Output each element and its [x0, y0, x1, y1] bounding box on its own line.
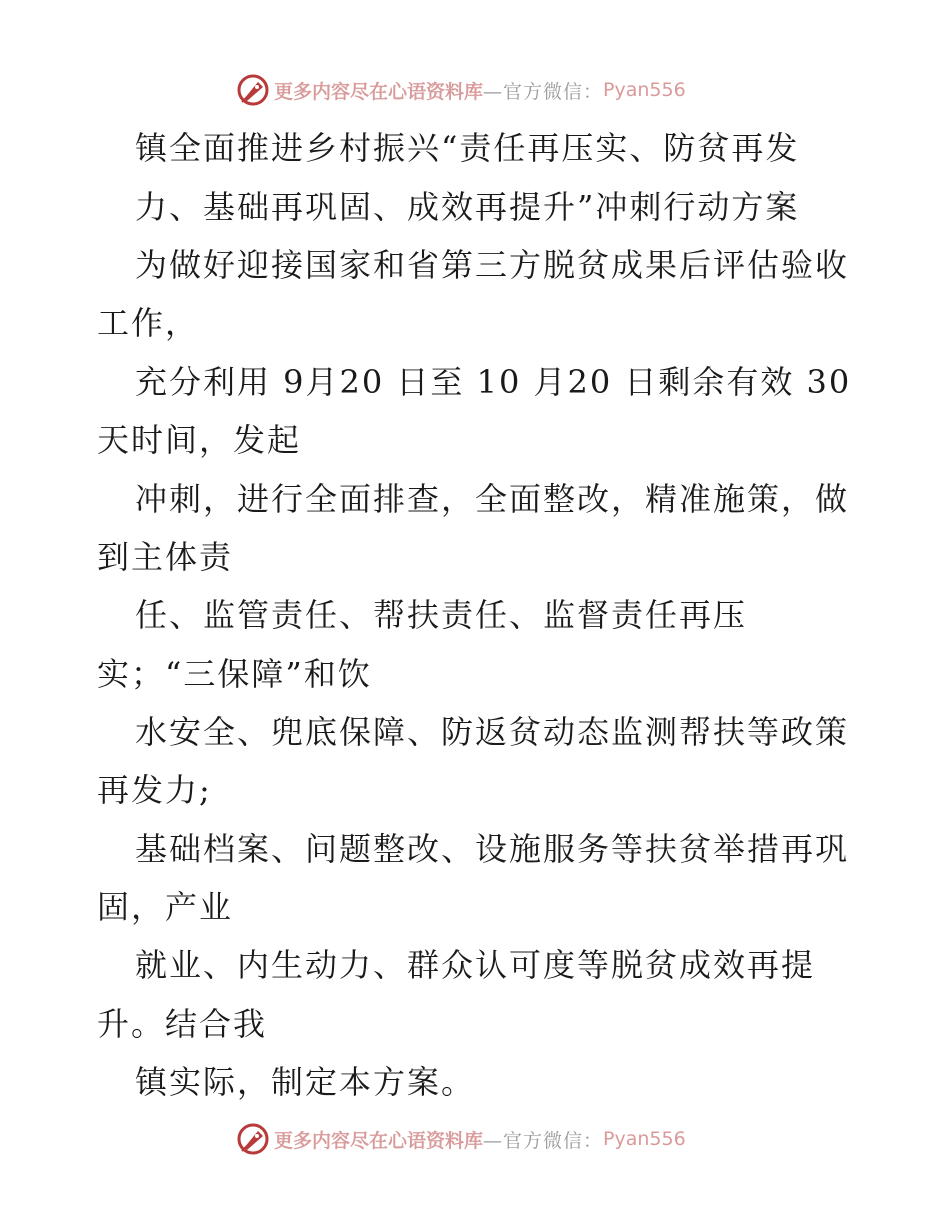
document-line: 镇实际，制定本方案。	[135, 1063, 476, 1101]
header-watermark	[236, 73, 686, 107]
document-line: 镇全面推进乡村振兴“责任再压实、防贫再发	[135, 129, 800, 167]
footer-watermark	[236, 1122, 686, 1156]
watermark-wechat-id: Pyan556	[603, 79, 686, 101]
document-line: 水安全、兜底保障、防返贫动态监测帮扶等政策	[135, 713, 850, 751]
document-line: 为做好迎接国家和省第三方脱贫成果后评估验收	[135, 246, 850, 284]
document-line: 固，产业	[97, 888, 234, 926]
document-line: 升。结合我	[97, 1005, 268, 1043]
document-line: 工作，	[97, 304, 200, 342]
document-line: 再发力;	[97, 771, 212, 809]
document-line: 到主体责	[97, 538, 234, 576]
document-line: 就业、内生动力、群众认可度等脱贫成效再提	[135, 946, 816, 984]
watermark-brand-text: 更多内容尽在心语资料库	[274, 1129, 484, 1152]
document-line: 冲刺，进行全面排查，全面整改，精准施策，做	[135, 480, 850, 518]
watermark-wechat-id: Pyan556	[603, 1128, 686, 1150]
watermark-official-text: —官方微信：	[483, 1129, 604, 1152]
pen-nib-circle-icon	[236, 73, 270, 107]
document-line: 充分利用 9月20 日至 10 月20 日剩余有效 30	[135, 363, 852, 401]
document-line: 天时间，发起	[97, 421, 302, 459]
document-line: 任、监管责任、帮扶责任、监督责任再压	[135, 596, 748, 634]
watermark-official-text: —官方微信：	[483, 80, 604, 103]
document-line: 实；“三保障”和饮	[97, 655, 372, 693]
document-line: 力、基础再巩固、成效再提升”冲刺行动方案	[135, 188, 800, 226]
document-line: 基础档案、问题整改、设施服务等扶贫举措再巩	[135, 830, 850, 868]
pen-nib-circle-icon	[236, 1122, 270, 1156]
watermark-brand-text: 更多内容尽在心语资料库	[274, 80, 484, 103]
